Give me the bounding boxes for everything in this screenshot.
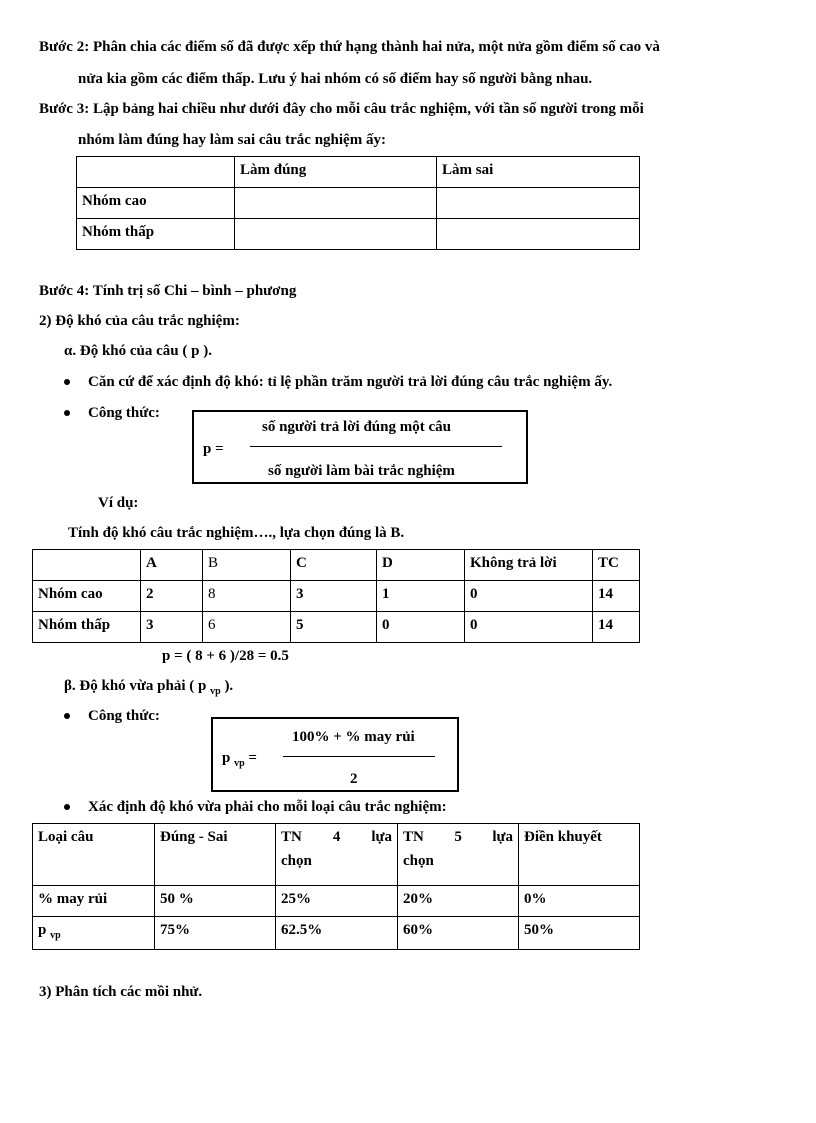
table-row [33, 917, 640, 950]
formula-label: Công thức: [88, 708, 160, 724]
chance-level-table [32, 823, 640, 950]
table-cell: 50% [519, 917, 640, 950]
table-header-cell: C [291, 550, 377, 581]
table-header-cell [77, 157, 235, 188]
formula2-denominator: 2 [350, 771, 358, 787]
table-row [33, 581, 640, 612]
table-header-cell: D [377, 550, 465, 581]
table-cell: 0 [377, 612, 465, 643]
formula-lhs: p = [203, 441, 224, 457]
table-row [77, 157, 640, 188]
formula-label: Công thức: [88, 405, 160, 421]
table-cell: Nhóm thấp [77, 219, 235, 250]
table-header-cell: TN 4 lựa chọn [276, 824, 398, 886]
formula-numerator: số người trả lời đúng một câu [262, 419, 451, 435]
step3-line1: Bước 3: Lập bảng hai chiều như dưới đây cho mỗi câu trắc nghiệm, với tần số người trong mỗi [39, 101, 644, 117]
table-header-cell: TC [593, 550, 640, 581]
fraction-line [250, 446, 502, 447]
table-cell: Nhóm cao [77, 188, 235, 219]
bullet-basis-text: Căn cứ để xác định độ khó: tỉ lệ phần trăm người trả lời đúng câu trắc nghiệm ấy. [88, 374, 613, 390]
table-row [77, 188, 640, 219]
bullet-moderate-text: Xác định độ khó vừa phải cho mỗi loại câu trắc nghiệm: [88, 799, 447, 815]
table-cell [437, 219, 640, 250]
table-cell [437, 188, 640, 219]
fraction-line [283, 756, 435, 757]
table-cell: 6 [203, 612, 291, 643]
table-header-cell: Đúng - Sai [155, 824, 276, 886]
table-cell: 5 [291, 612, 377, 643]
table-cell [235, 188, 437, 219]
table-cell: 60% [398, 917, 519, 950]
table-row [33, 824, 640, 886]
p-result: p = ( 8 + 6 )/28 = 0.5 [162, 648, 289, 664]
table-row [33, 886, 640, 917]
table-cell: Nhóm cao [33, 581, 141, 612]
table-cell: 3 [141, 612, 203, 643]
table-row [33, 550, 640, 581]
table-header-cell: TN 5 lựa chọn [398, 824, 519, 886]
example-answer-table [32, 549, 640, 643]
table-cell: 20% [398, 886, 519, 917]
table-cell: 3 [291, 581, 377, 612]
table-cell: 0% [519, 886, 640, 917]
table-cell: 14 [593, 612, 640, 643]
example-label: Ví dụ: [98, 495, 139, 511]
table-cell: 50 % [155, 886, 276, 917]
table-header-cell: B [203, 550, 291, 581]
step4-text: Bước 4: Tính trị số Chi – bình – phương [39, 283, 297, 299]
table-cell: 1 [377, 581, 465, 612]
table-header-cell [33, 550, 141, 581]
table-header-cell: Không trả lời [465, 550, 593, 581]
table-header-cell: Loại câu [33, 824, 155, 886]
table-cell: 75% [155, 917, 276, 950]
group-frequency-table [76, 156, 640, 250]
beta-heading: β. Độ khó vừa phải ( p $_{vp}$ ). [64, 678, 234, 697]
table-cell: 25% [276, 886, 398, 917]
step3-line2: nhóm làm đúng hay làm sai câu trắc nghiệm ấy: [78, 132, 386, 148]
table-cell: 14 [593, 581, 640, 612]
example-text: Tính độ khó câu trắc nghiệm…., lựa chọn đúng là B. [68, 525, 405, 541]
bullet-icon [64, 804, 70, 810]
table-header-cell: Làm đúng [235, 157, 437, 188]
table-cell: p $_{vp}$ [33, 917, 155, 950]
bullet-icon [64, 713, 70, 719]
alpha-heading: α. Độ khó của câu ( p ). [64, 343, 212, 359]
table-cell: % may rủi [33, 886, 155, 917]
step2-line1: Bước 2: Phân chia các điểm số đã được xếp thứ hạng thành hai nửa, một nửa gồm điểm số cao và [39, 39, 660, 55]
formula2-numerator: 100% + % may rủi [292, 729, 415, 745]
table-row [33, 612, 640, 643]
bullet-icon [64, 410, 70, 416]
formula2-lhs: p $_{vp}$ = [222, 750, 257, 769]
table-cell: 0 [465, 612, 593, 643]
table-header-cell: Làm sai [437, 157, 640, 188]
table-row [77, 219, 640, 250]
table-header-cell: A [141, 550, 203, 581]
table-cell: 62.5% [276, 917, 398, 950]
step2-line2: nửa kia gồm các điểm thấp. Lưu ý hai nhóm có số điểm hay số người bằng nhau. [78, 71, 593, 87]
section2-heading: 2) Độ khó của câu trắc nghiệm: [39, 313, 240, 329]
bullet-icon [64, 379, 70, 385]
table-cell: Nhóm thấp [33, 612, 141, 643]
table-cell: 8 [203, 581, 291, 612]
table-cell: 0 [465, 581, 593, 612]
table-cell: 2 [141, 581, 203, 612]
table-cell [235, 219, 437, 250]
section3-heading: 3) Phân tích các mồi nhử. [39, 984, 203, 1000]
formula-denominator: số người làm bài trắc nghiệm [268, 463, 455, 479]
table-header-cell: Điền khuyết [519, 824, 640, 886]
